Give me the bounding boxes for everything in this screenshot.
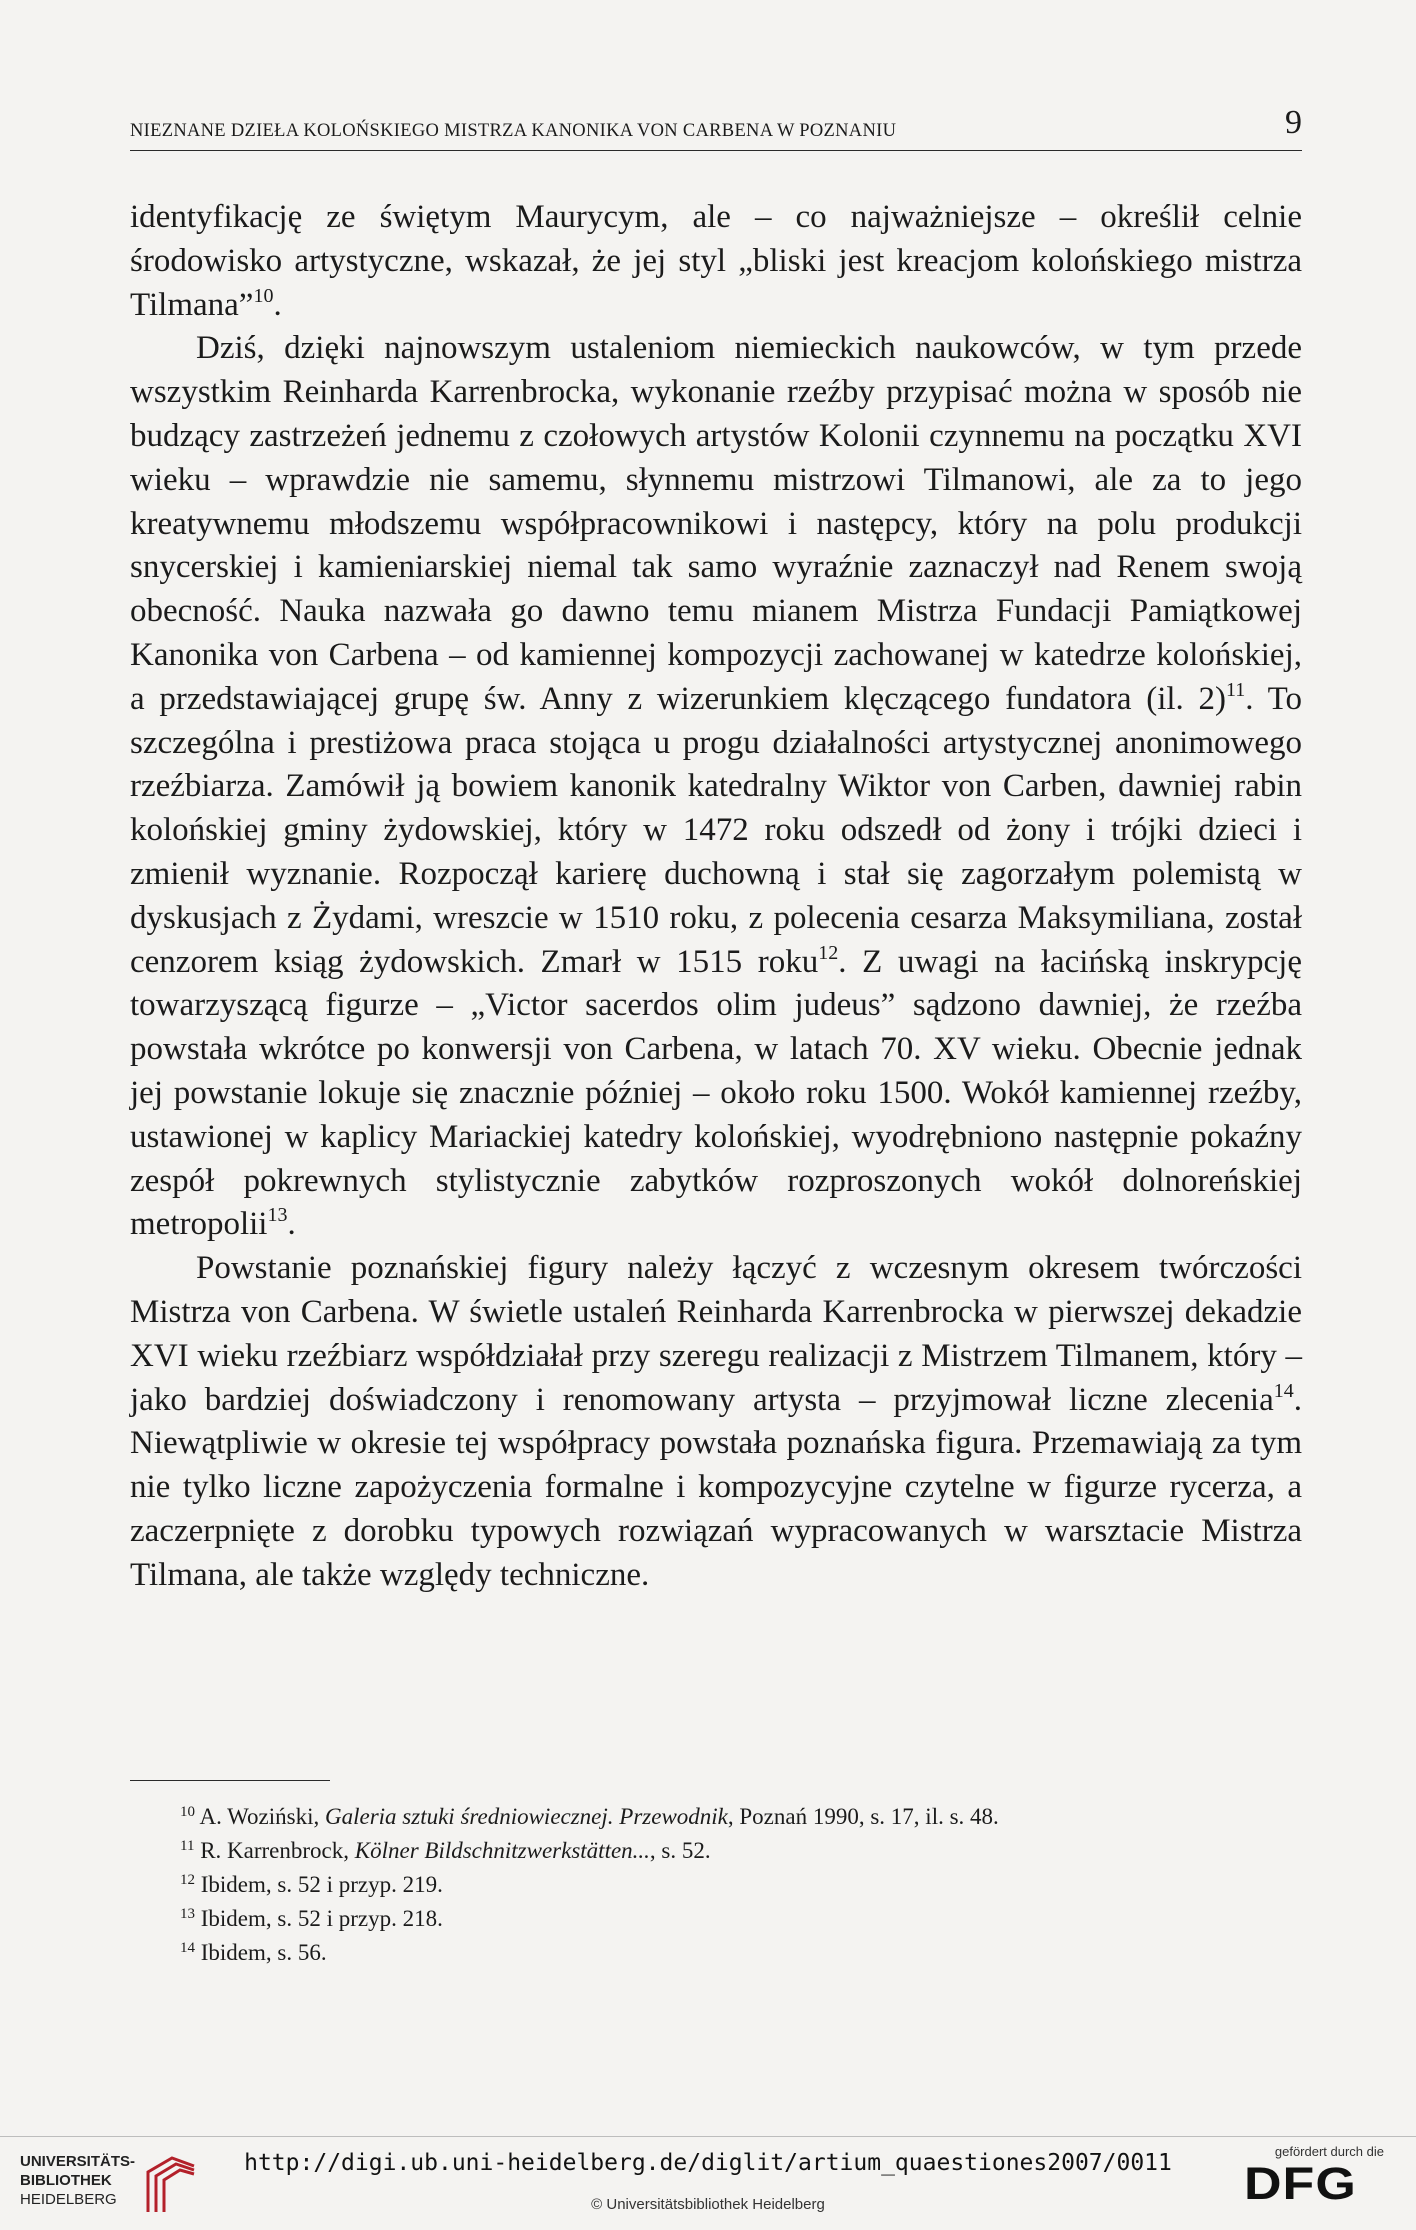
funder-block[interactable] bbox=[1244, 2144, 1404, 2224]
library-name-line-3: HEIDELBERG bbox=[20, 2191, 117, 2208]
footnote-14 bbox=[130, 1936, 1302, 1970]
copyright-notice: © Universitätsbibliothek Heidelberg bbox=[591, 2196, 825, 2213]
footnote-ref-12[interactable]: 12 bbox=[818, 941, 839, 964]
paragraph-3 bbox=[130, 1247, 1302, 1597]
paragraph-3-text-b: . Niewątpliwie w okresie tej współpracy powstała poznańska figura. Przemawiają za tym nie tylko liczne zapożyczenia formalne i kompozycyjne czytelne w figurze rycerza, a zaczerpnięte z dorobku typowych rozwiązań wypracowanych w warsztacie Mistrza Tilmana, ale także względy techniczne. bbox=[130, 1381, 1302, 1593]
footnote-ref-11[interactable]: 11 bbox=[1226, 678, 1246, 701]
footnote-title: Galeria sztuki średniowiecznej. Przewodnik bbox=[325, 1804, 728, 1829]
footnote-ref-13[interactable]: 13 bbox=[267, 1204, 288, 1227]
footnote-ref-14[interactable]: 14 bbox=[1273, 1379, 1294, 1402]
paragraph-2 bbox=[130, 327, 1302, 1247]
footnote-title: Kölner Bildschnitzwerkstätten... bbox=[354, 1838, 650, 1863]
footer-divider bbox=[0, 2136, 1416, 2137]
footnote-13 bbox=[130, 1902, 1302, 1936]
library-name-line-2: BIBLIOTHEK bbox=[20, 2172, 112, 2189]
footnote-text: R. Karrenbrock, bbox=[200, 1838, 355, 1863]
funder-caption: gefördert durch die bbox=[1274, 2144, 1384, 2159]
footnote-number: 10 bbox=[180, 1804, 195, 1820]
running-header bbox=[130, 106, 1302, 151]
footnotes bbox=[130, 1800, 1302, 1970]
paragraph-1-text-b: . bbox=[273, 286, 282, 323]
paragraph-2-text-d: . bbox=[287, 1206, 296, 1243]
footnote-number: 14 bbox=[180, 1940, 195, 1956]
digitization-footer bbox=[0, 2128, 1416, 2230]
footnote-number: 11 bbox=[180, 1838, 195, 1854]
paragraph-3-text-a: Powstanie poznańskiej figury należy łączyć z wczesnym okresem twórczości Mistrza von Carbena. W świetle ustaleń Reinharda Karrenbrocka w pierwszej dekadzie XVI wieku rzeźbiarz współdziałał przy szeregu realizacji z Mistrzem Tilmanem, który – jako bardziej doświadczony i renomowany artysta – przyjmował liczne zlecenia bbox=[130, 1250, 1302, 1418]
running-title: NIEZNANE DZIEŁA KOLOŃSKIEGO MISTRZA KANONIKA VON CARBENA W POZNANIU bbox=[130, 121, 897, 141]
footnote-number: 12 bbox=[180, 1872, 195, 1888]
page-number: 9 bbox=[1285, 104, 1302, 141]
paragraph-2-text-a: Dziś, dzięki najnowszym ustaleniom niemieckich naukowców, w tym przede wszystkim Reinharda Karrenbrocka, wykonanie rzeźby przypisać można w sposób nie budzący zastrzeżeń jednemu z czołowych artystów Kolonii czynnemu na początku XVI wieku – wprawdzie nie samemu, słynnemu mistrzowi Tilmanowi, ale za to jego kreatywnemu młodszemu współpracownikowi i następcy, który na polu produkcji snycerskiej i kamieniarskiej niemal tak samo wyraźnie zaznaczył nad Renem swoją obecność. Nauka nazwała go dawno temu mianem Mistrza Fundacji Pamiątkowej Kanonika von Carbena – od kamiennej kompozycji zachowanej w katedrze kolońskiej, a przedstawiającej grupę św. Anny z wizerunkiem klęczącego fundatora (il. 2) bbox=[130, 330, 1302, 717]
footnote-ref-10[interactable]: 10 bbox=[253, 284, 274, 307]
footnote-number: 13 bbox=[180, 1906, 195, 1922]
footnote-text: A. Woziński, bbox=[199, 1804, 325, 1829]
main-text bbox=[130, 196, 1302, 1598]
paragraph-2-text-b: . To szczególna i prestiżowa praca stojąca u progu działalności artystycznej anonimowego rzeźbiarza. Zamówił ją bowiem kanonik katedralny Wiktor von Carben, dawniej rabin kolońskiej gminy żydowskiej, który w 1472 roku odszedł od żony i trójki dzieci i zmienił wyznanie. Rozpoczął karierę duchowną i stał się zagorzałym polemistą w dyskusjach z Żydami, wreszcie w 1510 roku, z polecenia cesarza Maksymiliana, został cenzorem ksiąg żydowskich. Zmarł w 1515 roku bbox=[130, 680, 1302, 980]
footnote-text-end: , s. 52. bbox=[649, 1838, 711, 1863]
footnote-text: Ibidem, s. 52 i przyp. 218. bbox=[200, 1906, 443, 1931]
footnote-11 bbox=[130, 1834, 1302, 1868]
library-name-line-1: UNIVERSITÄTS- bbox=[20, 2153, 136, 2170]
footnote-text: Ibidem, s. 56. bbox=[200, 1940, 327, 1965]
source-url-link[interactable]: http://digi.ub.uni-heidelberg.de/diglit/artium_quaestiones2007/0011 bbox=[244, 2150, 1172, 2176]
dfg-logo-icon: DFG bbox=[1244, 2158, 1357, 2210]
paragraph-1 bbox=[130, 196, 1302, 327]
footnote-12 bbox=[130, 1868, 1302, 1902]
paragraph-1-text-a: identyfikację ze świętym Maurycym, ale – co najważniejsze – określił celnie środowisko artystyczne, wskazał, że jej styl „bliski jest kreacjom kolońskiego mistrza Tilmana” bbox=[130, 199, 1302, 323]
footnote-text: Ibidem, s. 52 i przyp. 219. bbox=[200, 1872, 443, 1897]
paragraph-2-text-c: . Z uwagi na łacińską inskrypcję towarzyszącą figurze – „Victor sacerdos olim judeus” sądzono dawniej, że rzeźba powstała wkrótce po konwersji von Carbena, w latach 70. XV wieku. Obecnie jednak jej powstanie lokuje się znacznie później – około roku 1500. Wokół kamiennej rzeźby, ustawionej w kaplicy Mariackiej katedry kolońskiej, wyodrębniono następnie pokaźny zespół pokrewnych stylistycznie zabytków rozproszonych wokół dolnoreńskiej metropolii bbox=[130, 943, 1302, 1243]
footnote-separator bbox=[130, 1780, 330, 1781]
footnote-10 bbox=[130, 1800, 1302, 1834]
footnote-text-end: , Poznań 1990, s. 17, il. s. 48. bbox=[727, 1804, 999, 1829]
